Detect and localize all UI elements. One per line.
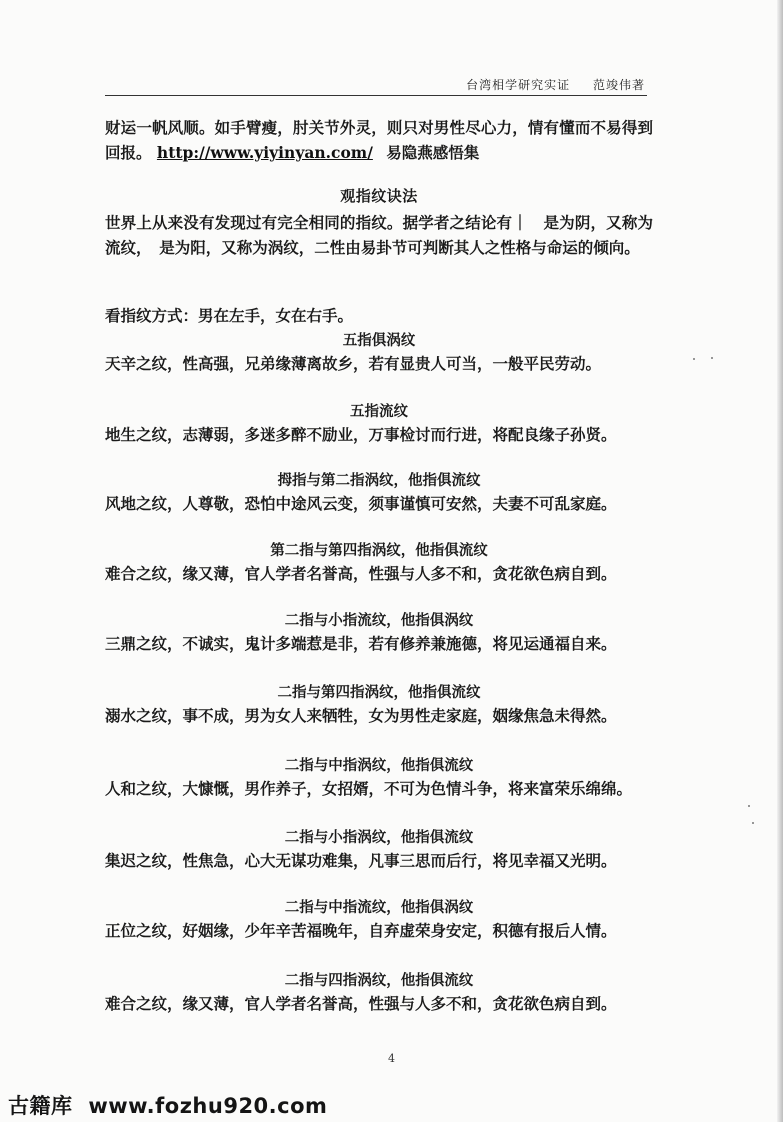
watermark-site-url: www.fozhu920.com	[88, 1094, 328, 1118]
book-series: 台湾相学研究实证	[466, 78, 571, 92]
section-text: 天辛之纹，性高强，兄弟缘薄离故乡，若有显贵人可当，一般平民劳动。	[105, 354, 602, 373]
section-9	[105, 897, 653, 943]
section-1	[105, 330, 653, 376]
method-paragraph: 看指纹方式：男在左手，女在右手。	[105, 306, 354, 325]
section-text: 集迟之纹，性焦急，心大无谋功难集，凡事三思而后行，将见幸福又光明。	[105, 851, 617, 870]
section-text: 三鼎之纹，不诚实，鬼计多端惹是非，若有修养兼施德，将见运通福自来。	[105, 634, 617, 653]
section-8	[105, 827, 653, 873]
section-4	[105, 540, 653, 586]
section-3	[105, 470, 653, 516]
intro-url-link[interactable]: http://www.yiyinyan.com/	[156, 143, 373, 162]
section-text: 风地之纹，人尊敬，恐怕中途风云变，须事谨慎可安然，夫妻不可乱家庭。	[105, 494, 617, 513]
header-rule	[105, 95, 647, 96]
scan-speck	[748, 805, 750, 807]
running-header	[105, 76, 645, 94]
section-6	[105, 682, 653, 728]
watermark-site-name: 古籍库	[8, 1094, 73, 1118]
section-title: 二指与中指涡纹，他指俱流纹	[284, 757, 474, 774]
section-text: 难合之纹，缘又薄，官人学者名誉高，性强与人多不和，贪花欲色病自到。	[105, 994, 617, 1013]
book-author: 范竣伟著	[592, 78, 645, 92]
section-10	[105, 970, 653, 1016]
intro-text: 财运一帆风顺。如手臂瘦，肘关节外灵，则只对男性尽心力，情有懂而不易得到回报。	[105, 118, 653, 162]
explanation-paragraph: 世界上从来没有发现过有完全相同的指纹。据学者之结论有｜ 是为阴，又称为流纹， 是为阳，又称为涡纹，二性由易卦节可判断其人之性格与命运的倾向。	[105, 213, 653, 257]
section-2	[105, 401, 653, 447]
section-title: 拇指与第二指涡纹，他指俱流纹	[277, 472, 481, 489]
section-title: 五指流纹	[350, 403, 408, 420]
scan-edge-shadow	[777, 0, 783, 1122]
site-watermark	[8, 1090, 327, 1120]
scan-speck	[711, 357, 713, 359]
section-title: 二指与小指涡纹，他指俱流纹	[284, 829, 474, 846]
intro-collection: 易隐燕感悟集	[386, 143, 480, 162]
section-title: 二指与第四指涡纹，他指俱流纹	[277, 684, 481, 701]
page-number: 4	[388, 1052, 395, 1065]
section-text: 溺水之纹，事不成，男为女人来牺牲，女为男性走家庭，姻缘焦急未得然。	[105, 706, 617, 725]
section-text: 地生之纹，志薄弱，多迷多醉不励业，万事检讨而行进，将配良缘子孙贤。	[105, 425, 617, 444]
section-title: 二指与四指涡纹，他指俱流纹	[284, 972, 474, 989]
section-text: 正位之纹，好姻缘，少年辛苦福晚年，自弃虚荣身安定，积德有报后人情。	[105, 921, 617, 940]
section-title: 二指与小指流纹，他指俱涡纹	[284, 612, 474, 629]
section-text: 人和之纹，大慷慨，男作养子，女招婿，不可为色情斗争，将来富荣乐绵绵。	[105, 779, 633, 798]
section-title: 二指与中指流纹，他指俱涡纹	[284, 899, 474, 916]
intro-paragraph	[105, 115, 653, 165]
section-title: 五指俱涡纹	[342, 332, 416, 349]
scan-speck	[752, 822, 754, 824]
section-5	[105, 610, 653, 656]
section-7	[105, 755, 653, 801]
main-title: 观指纹诀法	[340, 187, 418, 205]
section-title: 第二指与第四指涡纹，他指俱流纹	[270, 542, 488, 559]
section-text: 难合之纹，缘又薄，官人学者名誉高，性强与人多不和，贪花欲色病自到。	[105, 564, 617, 583]
scan-speck	[693, 358, 695, 360]
